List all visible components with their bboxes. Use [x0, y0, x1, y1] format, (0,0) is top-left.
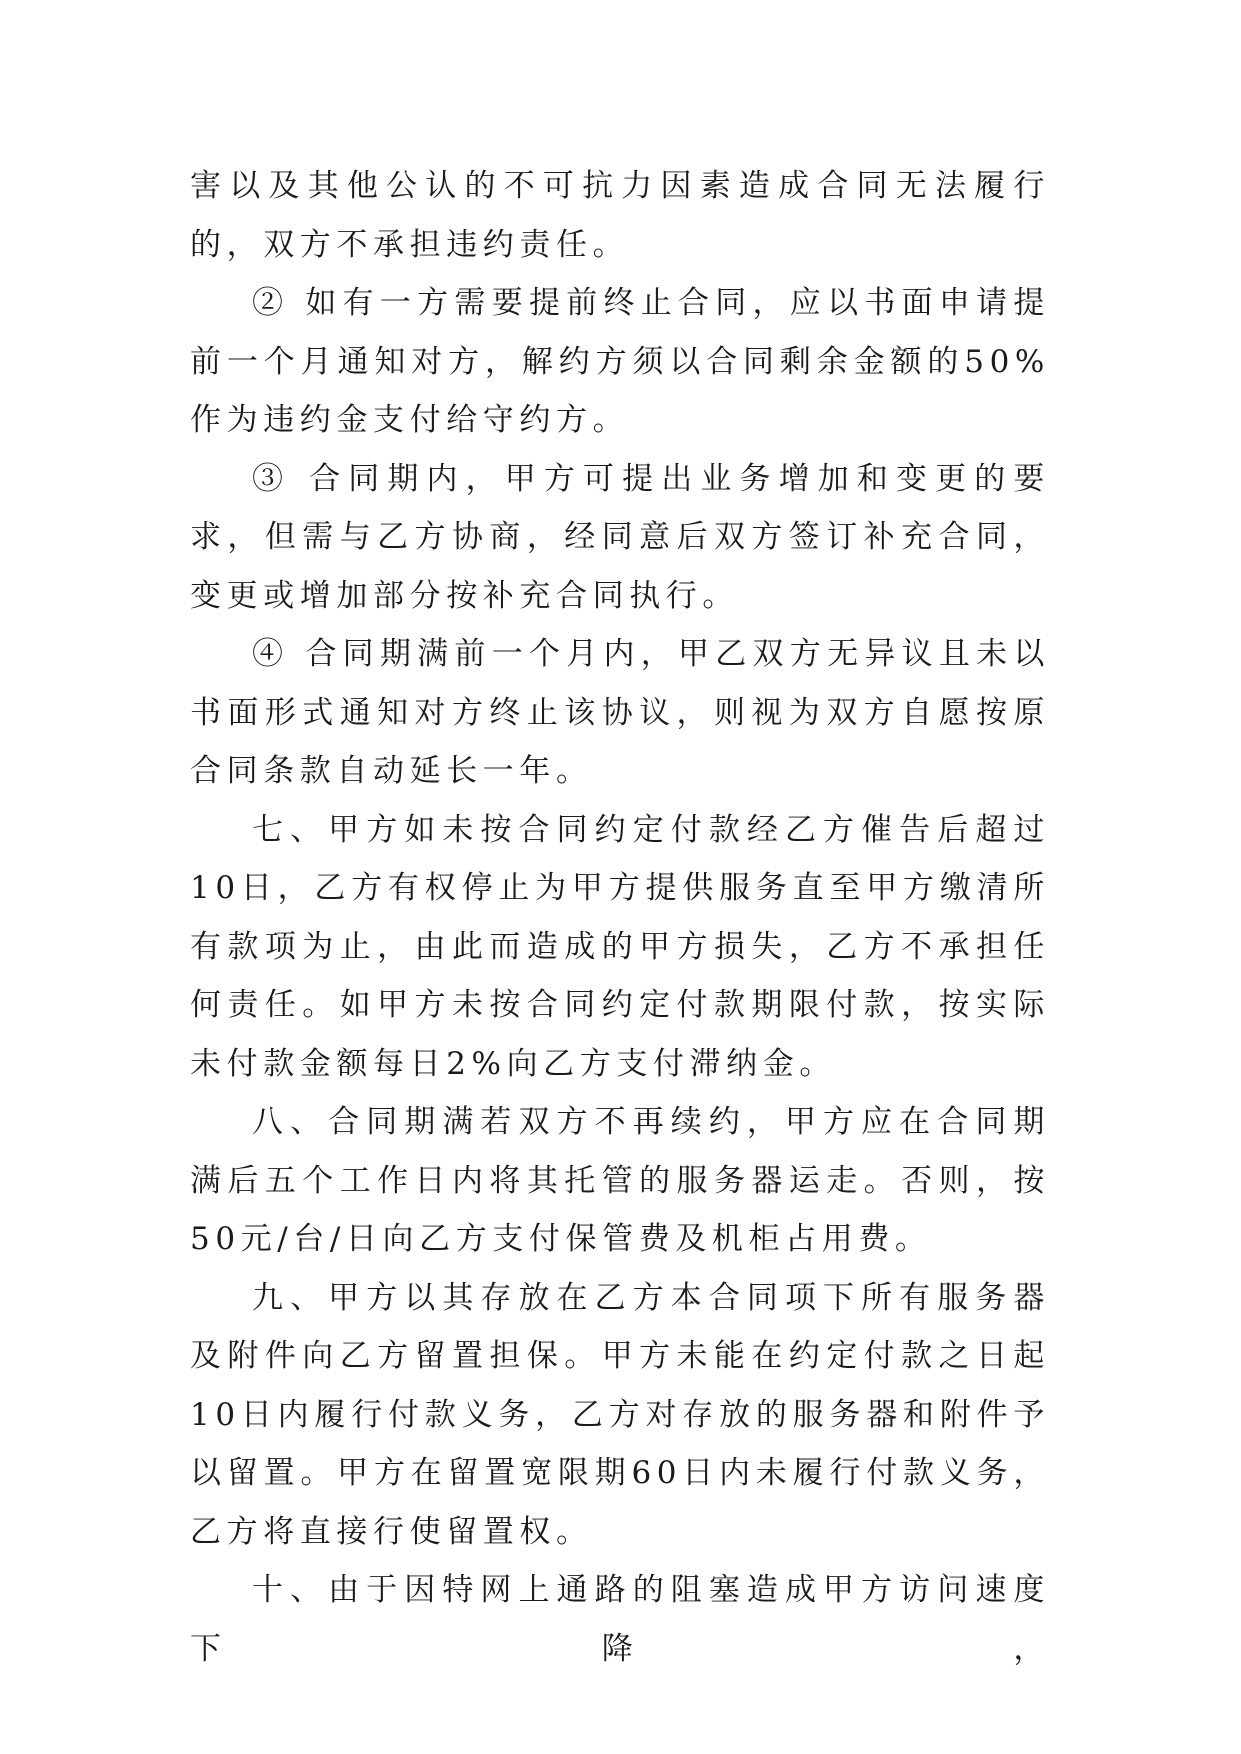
paragraph-business-change: ③ 合同期内，甲方可提出业务增加和变更的要求，但需与乙方协商，经同意后双方签订补充合同，变更或增加部分按补充合同执行。 [190, 460, 1050, 614]
document-body [190, 157, 1050, 1678]
paragraph-clause-ten: 十、由于因特网上通路的阻塞造成甲方访问速度下降， [190, 1572, 1050, 1667]
paragraph-auto-renewal: ④ 合同期满前一个月内，甲乙双方无异议且未以书面形式通知对方终止该协议，则视为双方自愿按原合同条款自动延长一年。 [190, 636, 1050, 789]
paragraph-force-majeure-continued: 害以及其他公认的不可抗力因素造成合同无法履行的，双方不承担违约责任。 [190, 168, 1050, 263]
paragraph-early-termination: ② 如有一方需要提前终止合同，应以书面申请提前一个月通知对方，解约方须以合同剩余金额的50%作为违约金支付给守约方。 [190, 285, 1050, 438]
paragraph-clause-eight: 八、合同期满若双方不再续约，甲方应在合同期满后五个工作日内将其托管的服务器运走。否则，按50元/台/日向乙方支付保管费及机柜占用费。 [190, 1104, 1050, 1257]
paragraph-clause-nine: 九、甲方以其存放在乙方本合同项下所有服务器及附件向乙方留置担保。甲方未能在约定付款之日起10日内履行付款义务，乙方对存放的服务器和附件予以留置。甲方在留置宽限期60日内未履行付款义务，乙方将直接行使留置权。 [190, 1279, 1050, 1550]
paragraph-clause-seven: 七、甲方如未按合同约定付款经乙方催告后超过10日，乙方有权停止为甲方提供服务直至甲方缴清所有款项为止，由此而造成的甲方损失，乙方不承担任何责任。如甲方未按合同约定付款期限付款，按实际未付款金额每日2%向乙方支付滞纳金。 [190, 811, 1050, 1082]
